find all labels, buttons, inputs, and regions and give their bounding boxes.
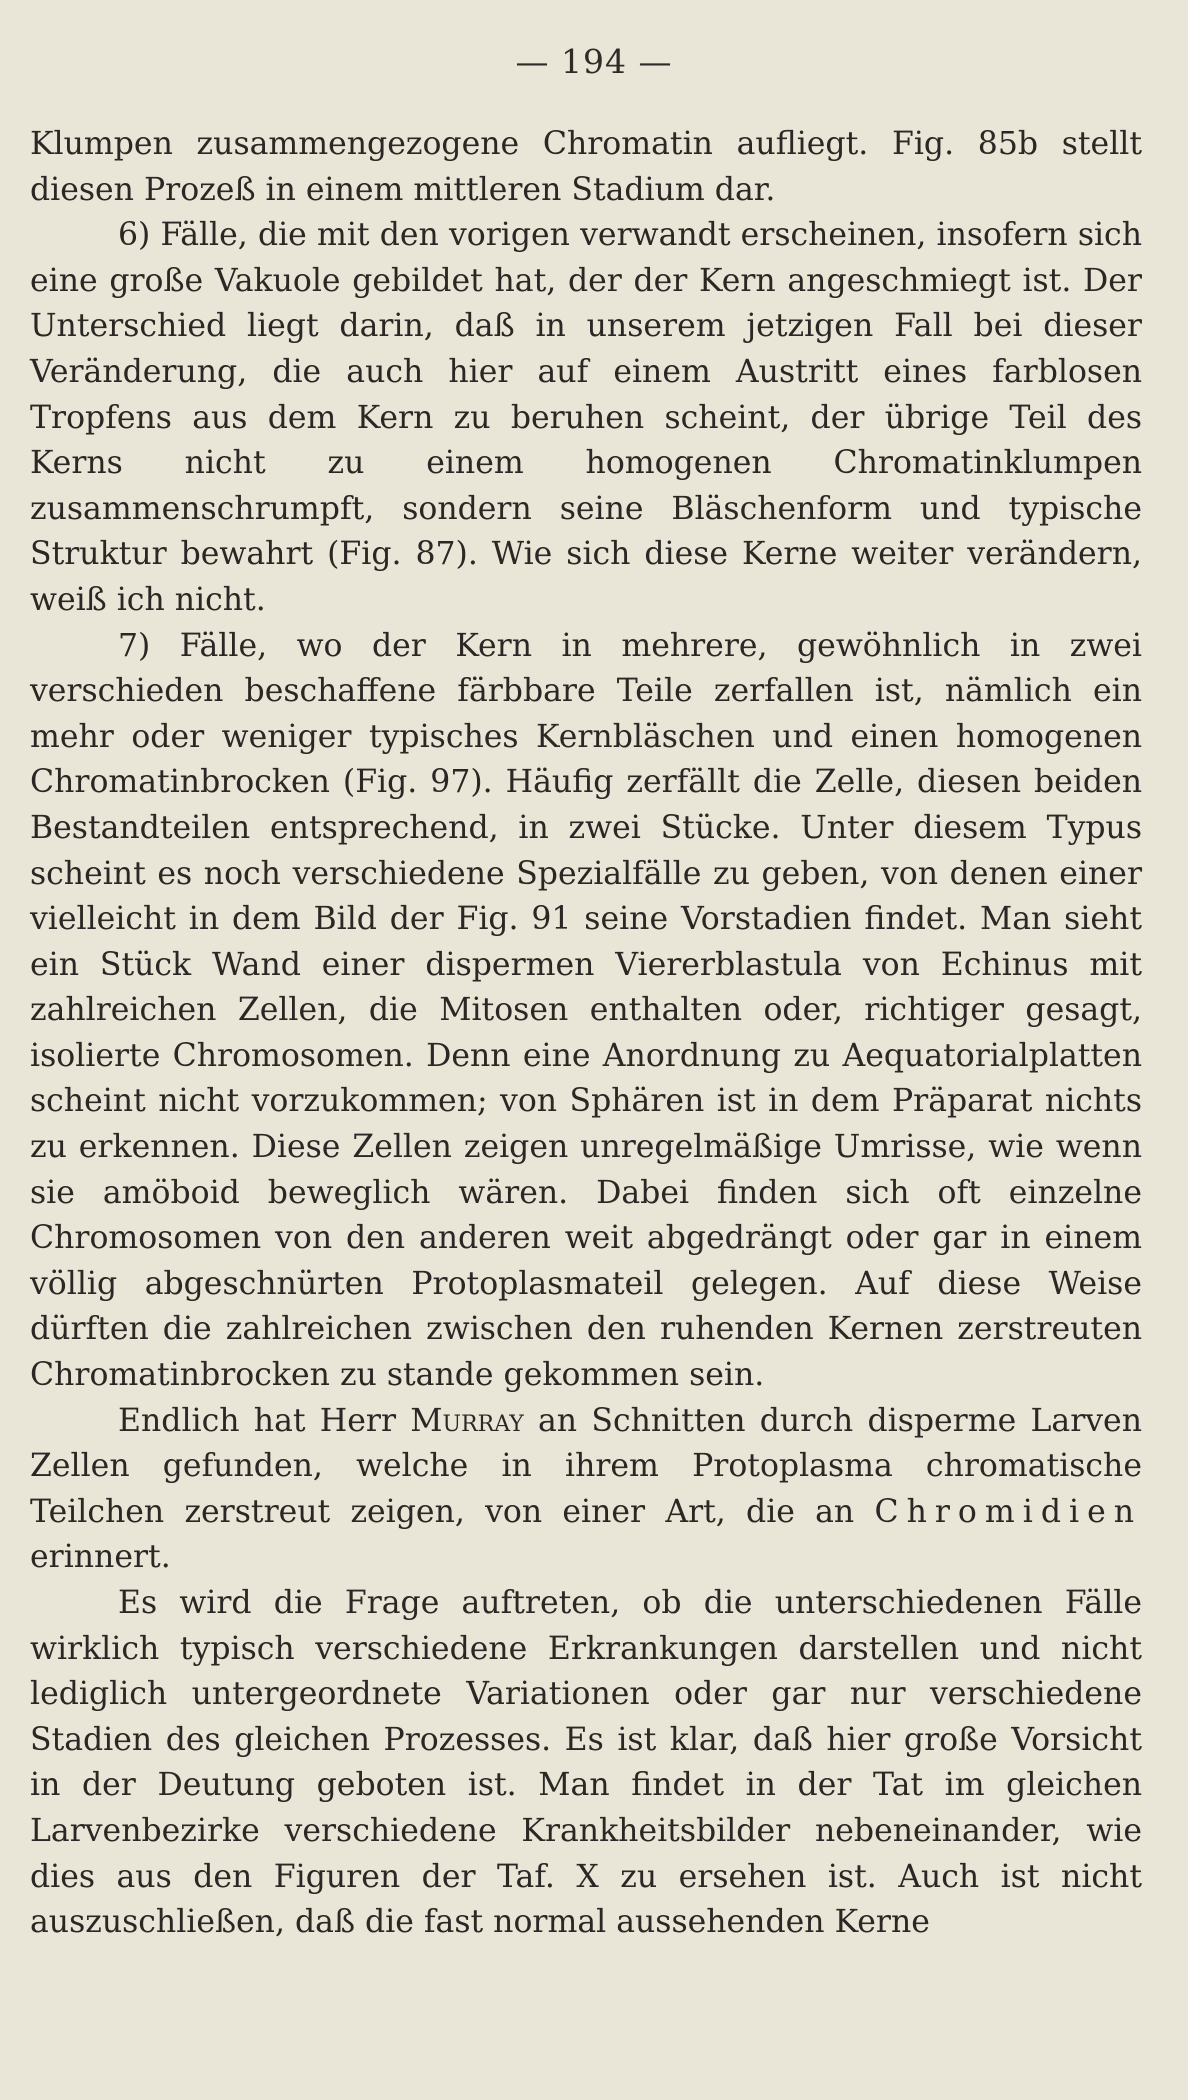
paragraph-3: 7) Fälle, wo der Kern in mehrere, gewöhnlich in zwei verschieden beschaffene färbbare Teile zerfallen ist, nämlich ein mehr oder weniger typisches Kernbläschen und einen homogenen Chromatinbrocken (Fig. 97). Häufig zerfällt die Zelle, diesen beiden Bestandteilen entsprechend, in zwei Stücke. Unter diesem Typus scheint es noch verschiedene Spezialfälle zu geben, von denen einer vielleicht in dem Bild der Fig. 91 seine Vorstadien findet. Man sieht ein Stück Wand einer dispermen Viererblastula von Echinus mit zahlreichen Zellen, die Mitosen enthalten oder, richtiger gesagt, isolierte Chromosomen. Denn eine Anordnung zu Aequatorialplatten scheint nicht vorzukommen; von Sphären ist in dem Präparat nichts zu erkennen. Diese Zellen zeigen unregelmäßige Umrisse, wie wenn sie amöboid beweglich wären. Dabei finden sich oft einzelne Chromosomen von den anderen weit abgedrängt oder gar in einem völlig abgeschnürten Protoplasmateil gelegen. Auf diese Weise dürften die zahlreichen zwischen den ruhenden Kernen zerstreuten Chromatinbrocken zu stande gekommen sein. (30, 627, 1142, 1394)
paragraph-5: Es wird die Frage auftreten, ob die unterschiedenen Fälle wirklich typisch verschiedene Erkrankungen darstellen und nicht lediglich untergeordnete Variationen oder gar nur verschiedene Stadien des gleichen Prozesses. Es ist klar, daß hier große Vorsicht in der Deutung geboten ist. Man findet in der Tat im gleichen Larvenbezirke verschiedene Krankheitsbilder nebeneinander, wie dies aus den Figuren der Taf. X zu ersehen ist. Auch ist nicht auszuschließen, daß die fast normal aussehenden Kerne (30, 1585, 1142, 1941)
paragraph-4 (30, 1399, 1142, 1581)
paragraph-4-middle: an Schnitten durch disperme Larven Zellen gefunden, welche in ihrem Protoplasma chromatische Teilchen zerstreut zeigen, von einer Art, die an (30, 1402, 1142, 1530)
emphasized-term-chromidien: Chromidien (874, 1493, 1142, 1530)
paragraph-1: Klumpen zusammengezogene Chromatin aufliegt. Fig. 85b stellt diesen Prozeß in einem mittleren Stadium dar. (30, 126, 1142, 208)
paragraph-4-before: Endlich hat Herr (118, 1402, 411, 1439)
body-text (30, 122, 1142, 1946)
author-name-murray: Murray (410, 1402, 524, 1439)
page-number-header: — 194 — (515, 42, 673, 81)
paragraph-2: 6) Fälle, die mit den vorigen verwandt erscheinen, insofern sich eine große Vakuole gebildet hat, der der Kern angeschmiegt ist. Der Unterschied liegt darin, daß in unserem jetzigen Fall bei dieser Veränderung, die auch hier auf einem Austritt eines farblosen Tropfens aus dem Kern zu beruhen scheint, der übrige Teil des Kerns nicht zu einem homogenen Chromatinklumpen zusammenschrumpft, sondern seine Bläschenform und typische Struktur bewahrt (Fig. 87). Wie sich diese Kerne weiter verändern, weiß ich nicht. (30, 217, 1142, 618)
paragraph-4-after: erinnert. (30, 1539, 171, 1576)
